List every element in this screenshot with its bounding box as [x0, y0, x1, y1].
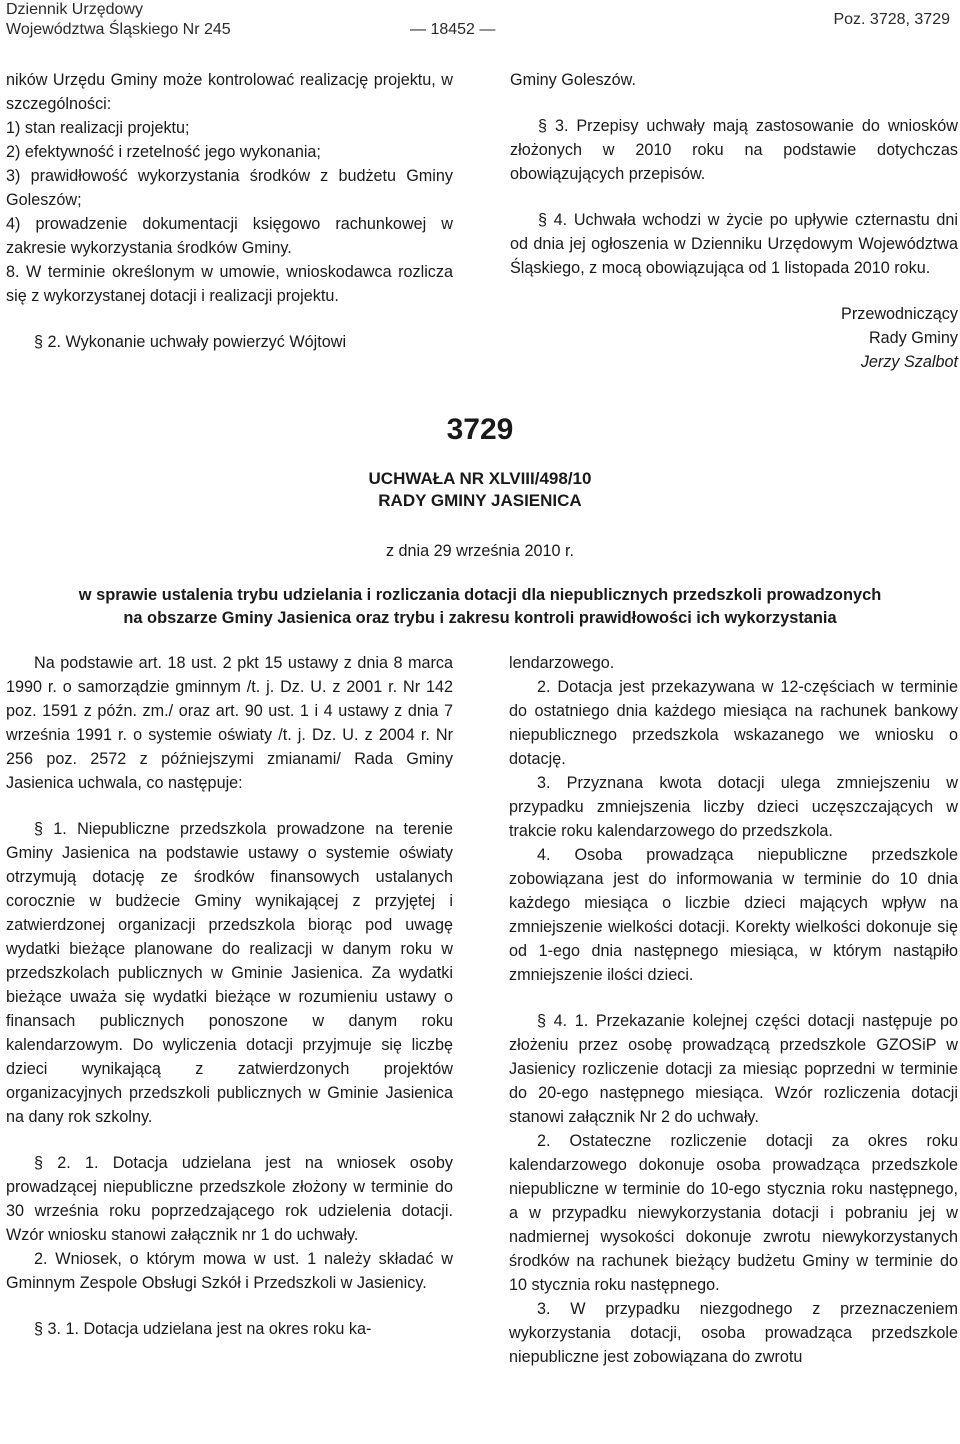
page-number: — 18452 — [410, 21, 496, 38]
act-body-right-column [509, 651, 958, 1369]
act-section: § 1. Niepubliczne przedszkola prowadzone na terenie Gminy Jasienica na podstawie ustawy o systemie oświaty otrzymują dotację ze środków finansowych ustalanych corocznie w budżecie Gminy wynikającej z przyjętej i zatwierdzonej organizacji przedszkola biorąc pod uwagę wydatki bieżące planowane do realizacji w danym roku w przedszkolach publicznych w Gminie Jasienica. Za wydatki bieżące uważa się wydatki bieżące w rozumieniu ustawy o finansach publicznych ponoszone w danym roku kalendarzowym. Do wyliczenia dotacji przyjmuje się liczbę dzieci wynikającą z zatwierdzonych projektów organizacyjnych przedszkoli publicznych w Gminie Jasienica na dany rok szkolny. [6, 820, 453, 1126]
positions-label: Poz. 3728, 3729 [833, 11, 950, 28]
act-paragraph: lendarzowego. [509, 654, 615, 672]
prev-act-section: § 3. Przepisy uchwały mają zastosowanie do wniosków złożonych w 2010 roku na podstawie dotychczas obowiązujących przepisów. [510, 117, 958, 183]
prev-act-left-column [6, 68, 453, 354]
act-subject-line: na obszarze Gminy Jasienica oraz trybu i zakresu kontroli prawidłowości ich wykorzystania [123, 609, 837, 627]
act-paragraph: 2. Wniosek, o którym mowa w ust. 1 należy składać w Gminnym Zespole Obsługi Szkół i Przedszkoli w Jasienicy. [6, 1250, 453, 1292]
prev-act-section: § 4. Uchwała wchodzi w życie po upływie czternastu dni od dnia jej ogłoszenia w Dzienniku Urzędowym Województwa Śląskiego, z mocą obowiązująca od 1 listopada 2010 roku. [510, 211, 958, 277]
act-paragraph: 4. Osoba prowadząca niepubliczne przedszkole zobowiązana jest do informowania w terminie do 10 dnia każdego miesiąca o liczbie dzieci mających wpływ na zmniejszenie wielkości dotacji. Korekty wielkości dokonuje się od 1-ego dnia następnego miesiąca, w którym nastąpiło zmniejszenie ilości dzieci. [509, 846, 958, 984]
act-section: § 2. 1. Dotacja udzielana jest na wniosek osoby prowadzącej niepubliczne przedszkole złożony w terminie do 30 września roku poprzedzającego rok udzielenia dotacji. Wzór wniosku stanowi załącznik nr 1 do uchwały. [6, 1154, 453, 1244]
signature-block [510, 302, 958, 374]
signature-role: Rady Gminy [868, 329, 958, 347]
act-preamble: Na podstawie art. 18 ust. 2 pkt 15 ustawy z dnia 8 marca 1990 r. o samorządzie gminnym /t. j. Dz. U. z 2001 r. Nr 142 poz. 1591 z późn. zm./ oraz art. 90 ust. 1 i 4 ustawy z dnia 7 września 1991 r. o systemie oświaty /t. j. Dz. U. z 2004 r. Nr 256 poz. 2572 z późniejszymi zmianami/ Rada Gminy Jasienica uchwala, co następuje: [6, 654, 453, 792]
act-section: § 4. 1. Przekazanie kolejnej części dotacji następuje po złożeniu przez osobę prowadzącą przedszkole GZOSiP w Jasienicy rozliczenie dotacji za miesiąc poprzedni w terminie do 20-ego następnego miesiąca. Wzór rozliczenia dotacji stanowi załącznik Nr 2 do uchwały. [509, 1012, 958, 1126]
journal-issue: Województwa Śląskiego Nr 245 [6, 21, 231, 38]
prev-act-right-column [510, 68, 958, 374]
prev-act-item: 4) prowadzenie dokumentacji księgowo rachunkowej w zakresie wykorzystania środków Gminy. [6, 215, 453, 257]
act-date: z dnia 29 września 2010 r. [385, 542, 575, 560]
prev-act-section: § 2. Wykonanie uchwały powierzyć Wójtowi [34, 333, 347, 351]
act-body-left-column [6, 651, 453, 1341]
act-paragraph: 2. Dotacja jest przekazywana w 12-częściach w terminie do ostatniego dnia każdego miesiąca na rachunek bankowy niepublicznego przedszkola wskazanego we wniosku o dotację. [509, 678, 958, 768]
act-position-number: 3729 [446, 413, 514, 446]
act-paragraph: 2. Ostateczne rozliczenie dotacji za okres roku kalendarzowego dokonuje osoba prowadząca przedszkole niepubliczne w terminie do 10-ego stycznia roku następnego, a w przypadku niewykorzystania dotacji i pobraniu jej w nadmiernej wysokości dokonuje zwrotu niewykorzystanych środków na rachunek bieżący budżetu Gminy w terminie do 10 stycznia roku następnego. [509, 1132, 958, 1294]
journal-name: Dziennik Urzędowy [6, 1, 143, 18]
act-subject [20, 584, 940, 630]
act-paragraph: 3. Przyznana kwota dotacji ulega zmniejszeniu w przypadku zmniejszenia liczby dzieci uczęszczających w trakcie roku kalendarzowego do przedszkola. [509, 774, 958, 840]
prev-act-paragraph: 8. W terminie określonym w umowie, wnioskodawca rozlicza się z wykorzystanej dotacji i realizacji projektu. [6, 263, 453, 305]
prev-act-item: 1) stan realizacji projektu; [6, 119, 190, 137]
journal-header [6, 0, 231, 40]
prev-act-paragraph: Gminy Goleszów. [510, 71, 636, 89]
act-title-line: RADY GMINY JASIENICA [378, 491, 582, 510]
act-paragraph: 3. W przypadku niezgodnego z przeznaczeniem wykorzystania dotacji, osoba prowadząca przedszkole niepubliczne jest zobowiązana do zwrotu [509, 1300, 958, 1366]
signature-name: Jerzy Szalbot [860, 353, 958, 371]
signature-role: Przewodniczący [841, 305, 958, 323]
act-subject-line: w sprawie ustalenia trybu udzielania i rozliczania dotacji dla niepublicznych przedszkoli prowadzonych [78, 586, 882, 604]
prev-act-item: 2) efektywność i rzetelność jego wykonania; [6, 143, 321, 161]
act-section: § 3. 1. Dotacja udzielana jest na okres roku ka- [34, 1320, 372, 1338]
prev-act-item: 3) prawidłowość wykorzystania środków z budżetu Gminy Goleszów; [6, 167, 453, 209]
act-title [0, 468, 960, 512]
prev-act-paragraph: ników Urzędu Gminy może kontrolować realizację projektu, w szczególności: [6, 71, 453, 113]
act-title-line: UCHWAŁA NR XLVIII/498/10 [368, 469, 592, 488]
